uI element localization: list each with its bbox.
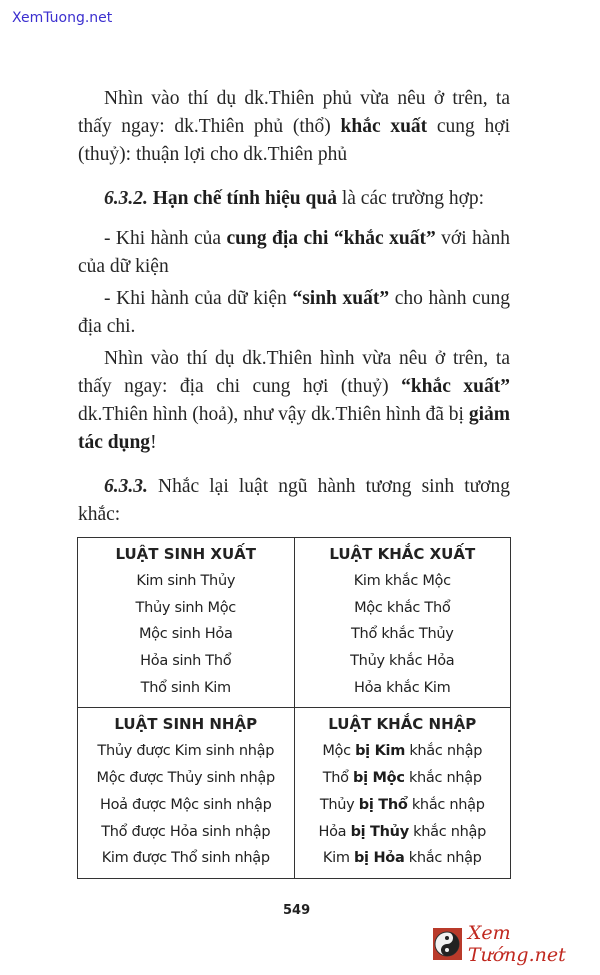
bold-text: “sinh xuất” xyxy=(292,288,390,309)
list-item: Kim sinh Thủy xyxy=(136,573,236,589)
watermark-site: XemTuong.net xyxy=(12,10,113,26)
text: Nhìn vào thí dụ dk.Thiên phủ vừa nêu ở trên, ta thấy ngay: dk.Thiên phủ (thổ) xyxy=(78,88,510,137)
column-header: LUẬT KHẮC NHẬP xyxy=(328,715,477,734)
page-number: 549 xyxy=(283,903,311,918)
text: - Khi hành của dữ kiện xyxy=(104,288,293,309)
cell-sinh-xuat xyxy=(78,538,295,708)
paragraph-thien-hinh xyxy=(78,345,510,457)
text: khắc nhập xyxy=(405,743,483,760)
list-item: Thổ khắc Thủy xyxy=(351,626,454,643)
five-elements-table xyxy=(77,537,511,879)
text: Nhắc lại luật ngũ hành tương sinh tương khắc: xyxy=(78,476,510,525)
text: Thủy xyxy=(319,796,359,813)
yin-yang-icon xyxy=(433,928,462,960)
text: cho hành cung địa chi. xyxy=(78,288,511,337)
text: Kim xyxy=(322,850,354,867)
list-item: Hỏa sinh Thổ xyxy=(140,653,232,670)
bold-text: khắc xuất xyxy=(340,116,428,137)
list-item: Mộc sinh Hỏa xyxy=(138,626,233,643)
list-item: Hỏa khắc Kim xyxy=(354,679,451,696)
bold-text: “khắc xuất” xyxy=(401,376,510,397)
list-item: Thổ được Hỏa sinh nhập xyxy=(101,823,271,840)
cell-sinh-nhap xyxy=(78,708,295,878)
text: khắc nhập xyxy=(407,796,485,813)
cell-khac-nhap xyxy=(294,708,511,878)
logo-text: Xem Tướng.net xyxy=(467,922,566,966)
section-number: 6.3.2. xyxy=(104,188,148,209)
bullet-sinh-xuat xyxy=(78,285,510,341)
list-item: Thủy được Kim sinh nhập xyxy=(97,743,275,760)
text: Mộc xyxy=(322,743,356,760)
text: dk.Thiên hình (hoả), như vậy dk.Thiên hình đã bị xyxy=(78,404,469,425)
text: khắc nhập xyxy=(408,823,486,840)
bold-text: giảm tác dụng xyxy=(78,404,510,453)
list-item xyxy=(295,845,511,872)
text: khắc nhập xyxy=(404,770,482,787)
list-item: Thủy sinh Mộc xyxy=(135,599,236,616)
text: là các trường hợp: xyxy=(336,188,485,209)
column-header: LUẬT SINH NHẬP xyxy=(114,715,258,734)
bold-text: cung địa chi “khắc xuất” xyxy=(226,228,436,249)
list-item: Kim khắc Mộc xyxy=(353,573,451,589)
list-item: Kim được Thổ sinh nhập xyxy=(101,850,270,867)
text: cung hợi (thuỷ): thuận lợi cho dk.Thiên phủ xyxy=(78,116,510,165)
cell-khac-xuat xyxy=(294,538,511,708)
section-number: 6.3.3. xyxy=(104,476,148,497)
text: Thổ xyxy=(322,770,354,787)
list-item xyxy=(295,819,511,846)
bold-text: bị Thủy xyxy=(350,823,409,840)
paragraph-thien-phu xyxy=(78,85,510,169)
list-item: Mộc được Thủy sinh nhập xyxy=(96,770,275,787)
column-header: LUẬT SINH XUẤT xyxy=(115,545,257,563)
bold-text: Hạn chế tính hiệu quả xyxy=(147,188,337,209)
table-row xyxy=(78,538,511,708)
section-heading-6-3-2 xyxy=(78,185,510,213)
list-item: Hoả được Mộc sinh nhập xyxy=(99,796,272,813)
column-header: LUẬT KHẮC XUẤT xyxy=(329,545,476,563)
bullet-khac-xuat xyxy=(78,225,510,281)
bold-text: bị Mộc xyxy=(353,770,405,787)
section-heading-6-3-3 xyxy=(78,473,510,529)
list-item: Mộc khắc Thổ xyxy=(354,599,451,616)
table-row xyxy=(78,708,511,878)
text: - Khi hành của xyxy=(104,228,227,249)
bold-text: bị Thổ xyxy=(358,796,408,813)
text: Nhìn vào thí dụ dk.Thiên hình vừa nêu ở trên, ta thấy ngay: địa chi cung hợi (thuỷ) xyxy=(78,348,510,397)
text: Hỏa xyxy=(318,823,351,840)
bold-text: bị Hỏa xyxy=(353,850,405,867)
site-logo xyxy=(433,922,600,966)
text: với hành của dữ kiện xyxy=(78,228,510,277)
bold-text: bị Kim xyxy=(355,743,406,760)
text: khắc nhập xyxy=(404,850,482,867)
list-item xyxy=(295,765,511,792)
list-item xyxy=(295,792,511,819)
list-item: Thổ sinh Kim xyxy=(140,679,231,696)
list-item: Thủy khắc Hỏa xyxy=(350,653,455,670)
text: ! xyxy=(150,432,157,453)
list-item xyxy=(295,738,511,765)
